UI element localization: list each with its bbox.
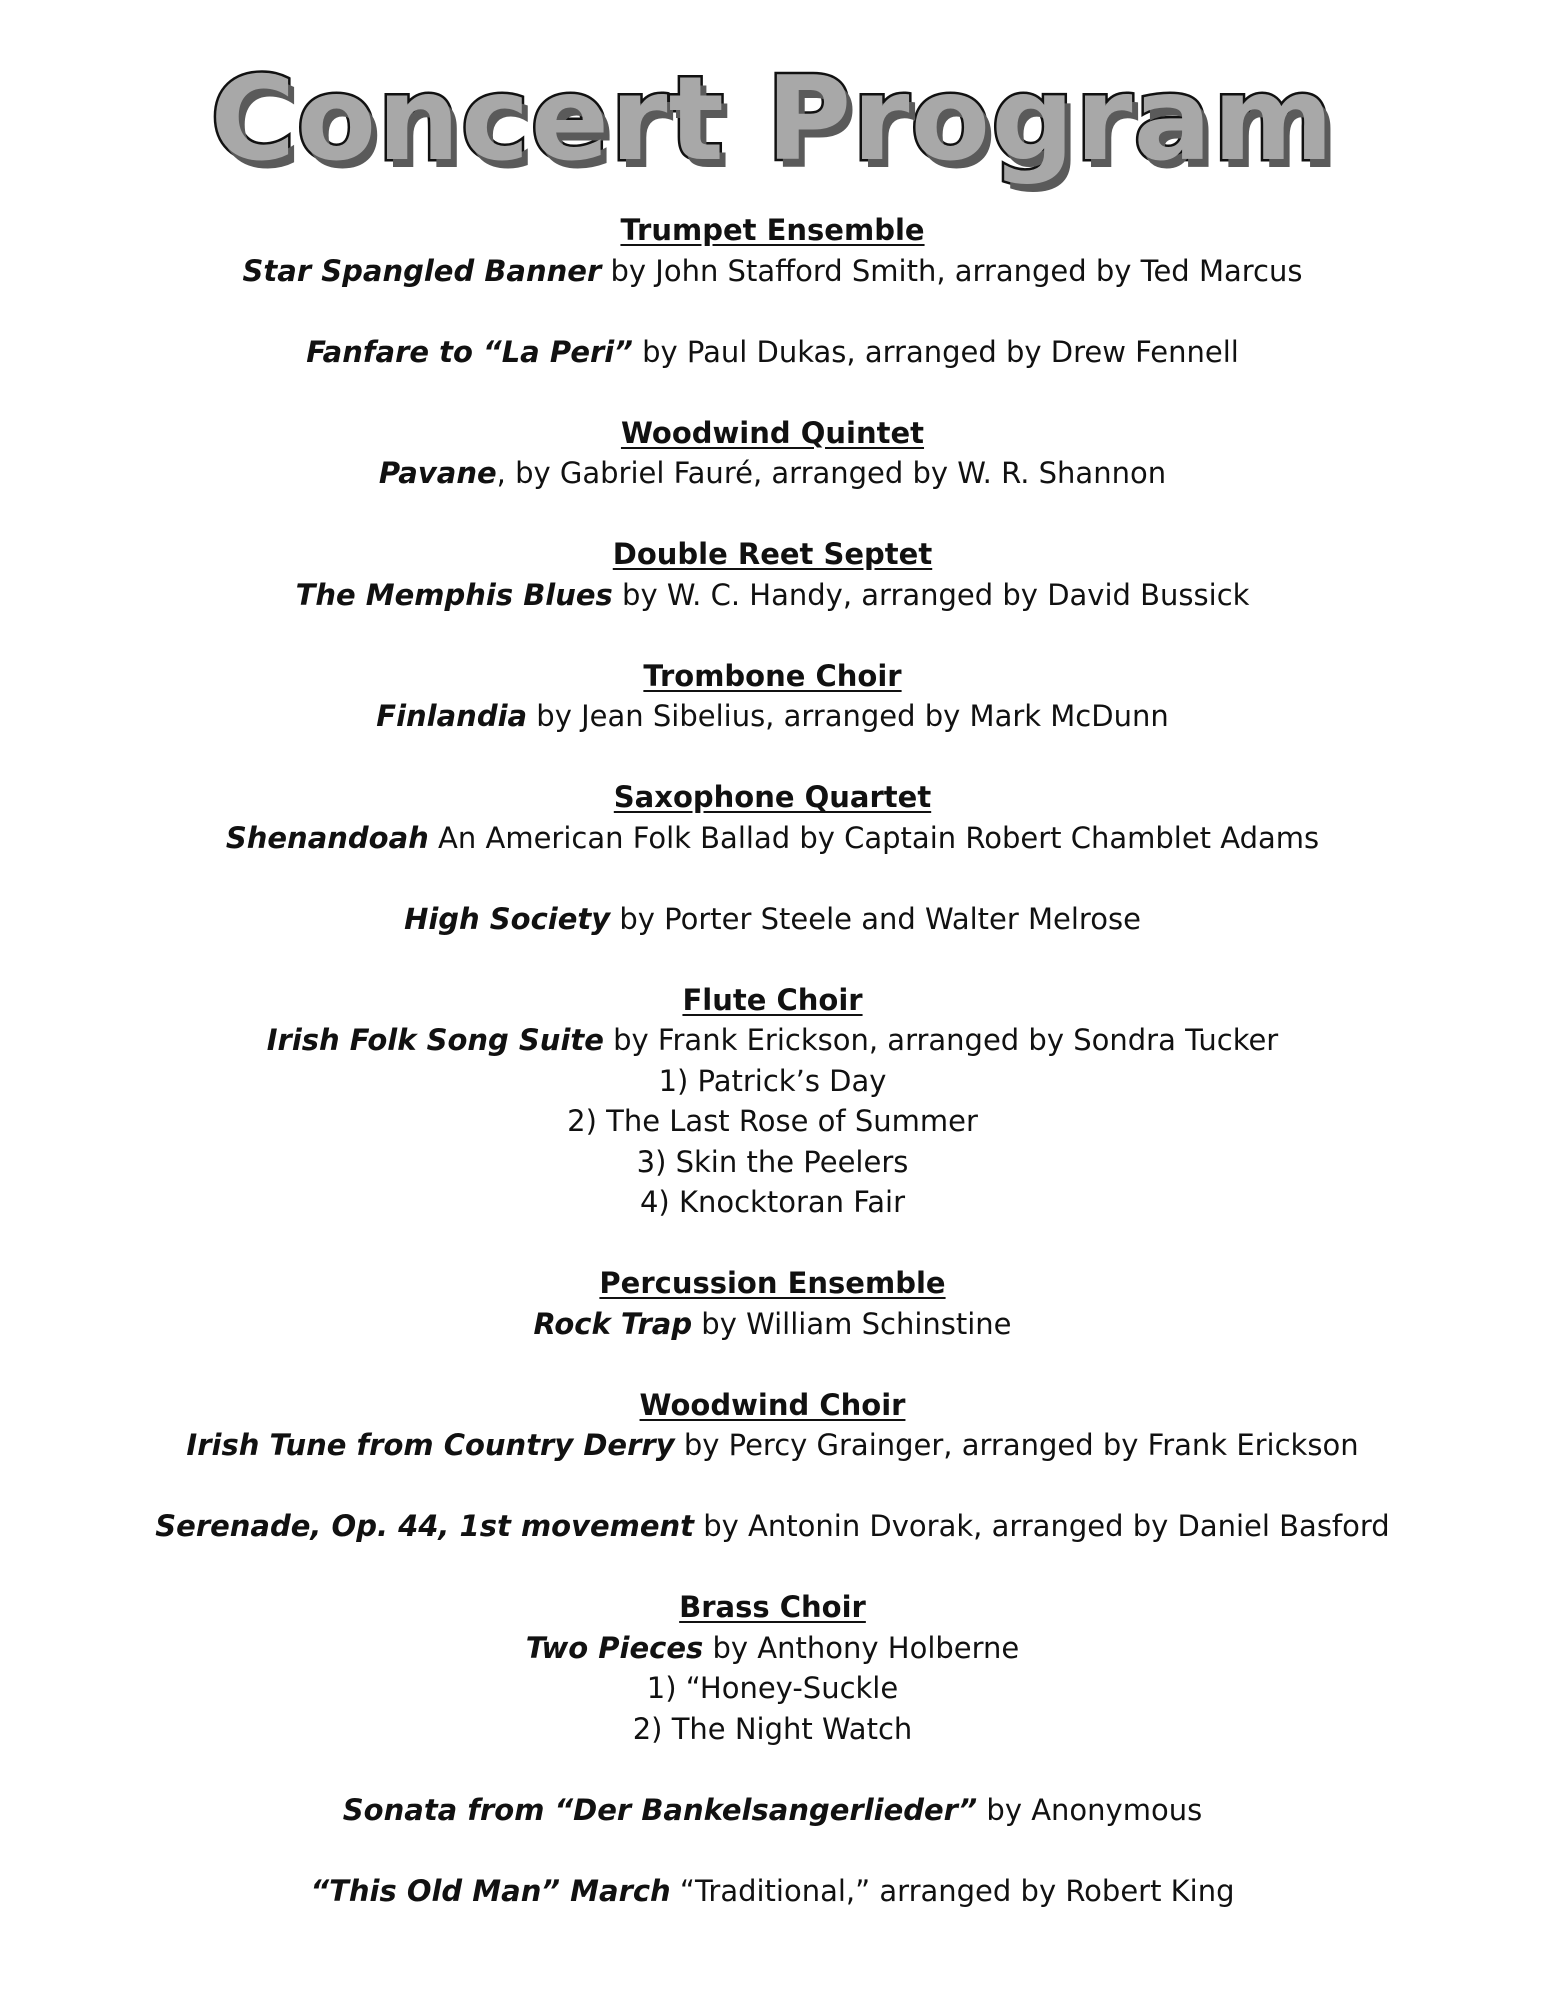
piece-line [0,332,1545,373]
piece-line [0,251,1545,292]
spacer [0,939,1545,980]
piece-credit: by Antonin Dvorak, arranged by Daniel Basford [694,1509,1390,1543]
piece-line [0,899,1545,940]
piece-title: Irish Tune from Country Derry [186,1428,675,1462]
ensemble-heading-line [0,1587,1545,1628]
ensemble-heading: Woodwind Quintet [620,415,925,450]
spacer [0,1466,1545,1507]
ensemble-section [0,1587,1545,1911]
movement-item: 3) Skin the Peelers [636,1144,909,1179]
piece-title: Shenandoah [225,820,429,855]
movement-item: 1) Patrick’s Day [658,1063,887,1098]
piece-credit: by Anthony Holberne [703,1630,1020,1665]
ensemble-heading: Saxophone Quartet [613,780,932,814]
spacer [0,1830,1545,1871]
piece-line [0,1425,1545,1466]
piece-title: High Society [404,901,611,936]
spacer [0,372,1545,413]
ensemble-section [0,1263,1545,1344]
piece-credit: by Frank Erickson, arranged by Sondra Tucker [603,1023,1279,1057]
ensemble-heading: Flute Choir [682,982,863,1017]
ensemble-heading-line [0,656,1545,697]
ensemble-heading-line [0,413,1545,454]
ensemble-section [0,534,1545,615]
spacer [0,858,1545,899]
ensemble-heading: Percussion Ensemble [599,1266,946,1300]
ensemble-heading: Trombone Choir [643,658,902,693]
piece-credit: “Traditional,” arranged by Robert King [670,1873,1235,1908]
ensemble-section [0,777,1545,939]
piece-title: Sonata from “Der Bankelsangerlieder” [342,1792,978,1827]
piece-title: Star Spangled Banner [242,253,602,288]
piece-line [0,575,1545,616]
piece-title: Rock Trap [533,1306,693,1341]
movement-item: 4) Knocktoran Fair [639,1185,906,1219]
spacer [0,1344,1545,1385]
ensemble-heading-line [0,534,1545,575]
piece-line [0,1304,1545,1345]
spacer [0,737,1545,778]
ensemble-heading-line [0,210,1545,251]
piece-title: Fanfare to “La Peri” [306,334,633,369]
piece-credit: An American Folk Ballad by Captain Robert Chamblet Adams [428,820,1320,855]
piece-title: Serenade, Op. 44, 1st movement [155,1509,695,1543]
piece-credit: , by Gabriel Fauré, arranged by W. R. Shannon [496,456,1167,490]
piece-credit: by Anonymous [977,1792,1203,1827]
ensemble-heading-line [0,980,1545,1021]
program-list [0,210,1545,1911]
ensemble-section [0,656,1545,737]
ensemble-heading: Woodwind Choir [639,1387,906,1422]
piece-title: Two Pieces [525,1630,704,1665]
ensemble-heading: Brass Choir [679,1590,866,1624]
piece-credit: by Porter Steele and Walter Melrose [610,901,1141,936]
piece-line [0,818,1545,859]
piece-line [0,696,1545,737]
piece-credit: by Paul Dukas, arranged by Drew Fennell [632,334,1239,369]
spacer [0,1749,1545,1790]
movement-item: 2) The Night Watch [632,1711,913,1746]
piece-line [0,1020,1545,1061]
piece-title: The Memphis Blues [295,577,613,612]
spacer [0,494,1545,535]
piece-credit: by John Stafford Smith, arranged by Ted Marcus [601,253,1303,288]
piece-title: Pavane [378,456,497,490]
piece-title: Finlandia [376,699,528,733]
spacer [0,291,1545,332]
piece-credit: by Percy Grainger, arranged by Frank Erickson [674,1428,1359,1462]
spacer [0,1223,1545,1264]
piece-line [0,1790,1545,1831]
piece-title: “This Old Man” March [310,1873,671,1908]
piece-line [0,453,1545,494]
piece-title: Irish Folk Song Suite [266,1023,604,1057]
ensemble-heading-line [0,1385,1545,1426]
ensemble-section [0,980,1545,1223]
ensemble-heading-line [0,777,1545,818]
ensemble-heading: Double Reet Septet [612,537,933,571]
page-title: Concert Program [210,52,1335,187]
piece-credit: by William Schinstine [692,1306,1012,1341]
piece-line [0,1628,1545,1669]
piece-credit: by W. C. Handy, arranged by David Bussick [612,577,1250,612]
movement-item: 1) “Honey-Suckle [646,1671,899,1705]
movement-item: 2) The Last Rose of Summer [567,1104,978,1138]
piece-line [0,1871,1545,1912]
spacer [0,615,1545,656]
ensemble-heading-line [0,1263,1545,1304]
ensemble-section [0,210,1545,372]
spacer [0,1547,1545,1588]
ensemble-section [0,413,1545,494]
ensemble-heading: Trumpet Ensemble [620,213,925,247]
piece-credit: by Jean Sibelius, arranged by Mark McDunn [527,699,1169,733]
piece-line [0,1506,1545,1547]
ensemble-section [0,1385,1545,1547]
